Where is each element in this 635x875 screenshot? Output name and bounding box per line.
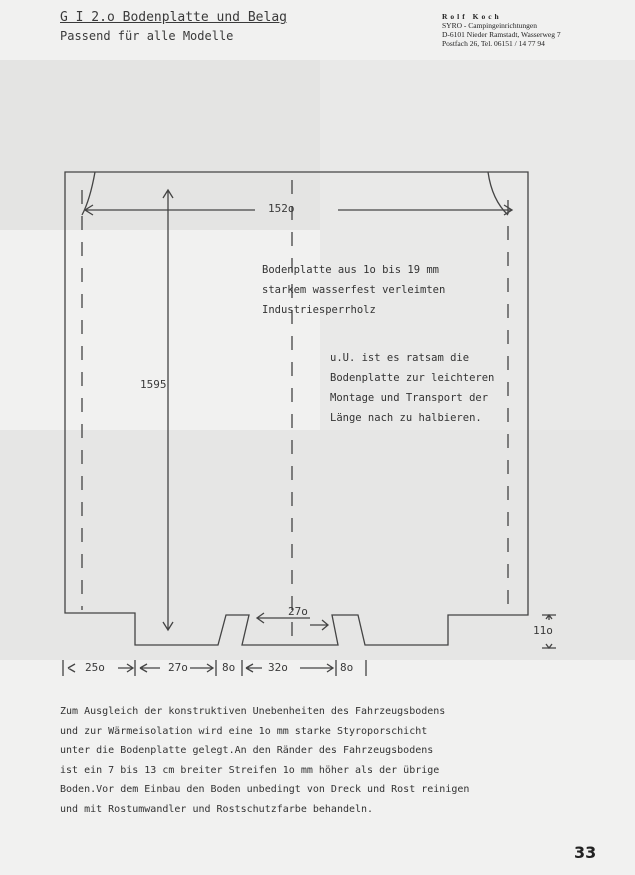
step-label: 11o: [533, 624, 553, 637]
page-subtitle: Passend für alle Modelle: [60, 29, 234, 43]
body-line: unter die Bodenplatte gelegt.An den Ränder des Fahrzeugsbodens: [60, 745, 434, 756]
bottom-dim-line: [63, 660, 366, 676]
body-line: und mit Rostumwandler und Rostschutzfarbe behandeln.: [60, 803, 374, 815]
note-line: Bodenplatte zur leichteren: [330, 372, 495, 384]
page-number: 33: [574, 843, 597, 862]
bottom-dim-5: 8o: [340, 661, 354, 674]
width-arrow-left: [85, 205, 255, 215]
right-curve: [488, 172, 508, 215]
address-name: Rolf Koch: [442, 12, 502, 21]
note-line: Montage und Transport der: [330, 392, 489, 404]
note-line: Industriesperrholz: [262, 304, 376, 316]
note-line: u.U. ist es ratsam die: [330, 352, 470, 364]
body-line: und zur Wärmeisolation wird eine 1o mm starke Styroporschicht: [60, 725, 428, 737]
material-note: [262, 260, 445, 320]
length-label: 1595: [140, 378, 167, 391]
body-line: Zum Ausgleich der konstruktiven Unebenheiten des Fahrzeugsbodens: [60, 706, 446, 717]
address-street: D-6101 Nieder Ramstadt, Wasserweg 7: [442, 30, 561, 39]
width-label: 152o: [268, 202, 295, 215]
width-arrow-right: [338, 205, 512, 215]
note-line: Länge nach zu halbieren.: [330, 412, 482, 424]
address-phone: Postfach 26, Tel. 06151 / 14 77 94: [442, 39, 545, 48]
body-paragraph: [60, 702, 469, 819]
body-line: Boden.Vor dem Einbau den Boden unbedingt von Dreck und Rost reinigen: [60, 784, 470, 795]
bottom-dim-4: 32o: [268, 661, 288, 674]
page-title: G I 2.o Bodenplatte und Belag: [60, 10, 287, 25]
address-company: SYRO - Campingeinrichtungen: [442, 21, 537, 30]
body-line: ist ein 7 bis 13 cm breiter Streifen 1o mm höher als der übrige: [60, 764, 440, 776]
notch-gap-label: 27o: [288, 605, 308, 618]
bottom-dim-3: 8o: [222, 661, 236, 674]
length-arrow: [163, 190, 173, 630]
assembly-note: [330, 348, 494, 428]
note-line: Bodenplatte aus 1o bis 19 mm: [262, 264, 440, 276]
bottom-dim-2: 27o: [168, 661, 188, 674]
bottom-dim-1: 25o: [85, 661, 105, 674]
note-line: starkem wasserfest verleimten: [262, 284, 446, 296]
